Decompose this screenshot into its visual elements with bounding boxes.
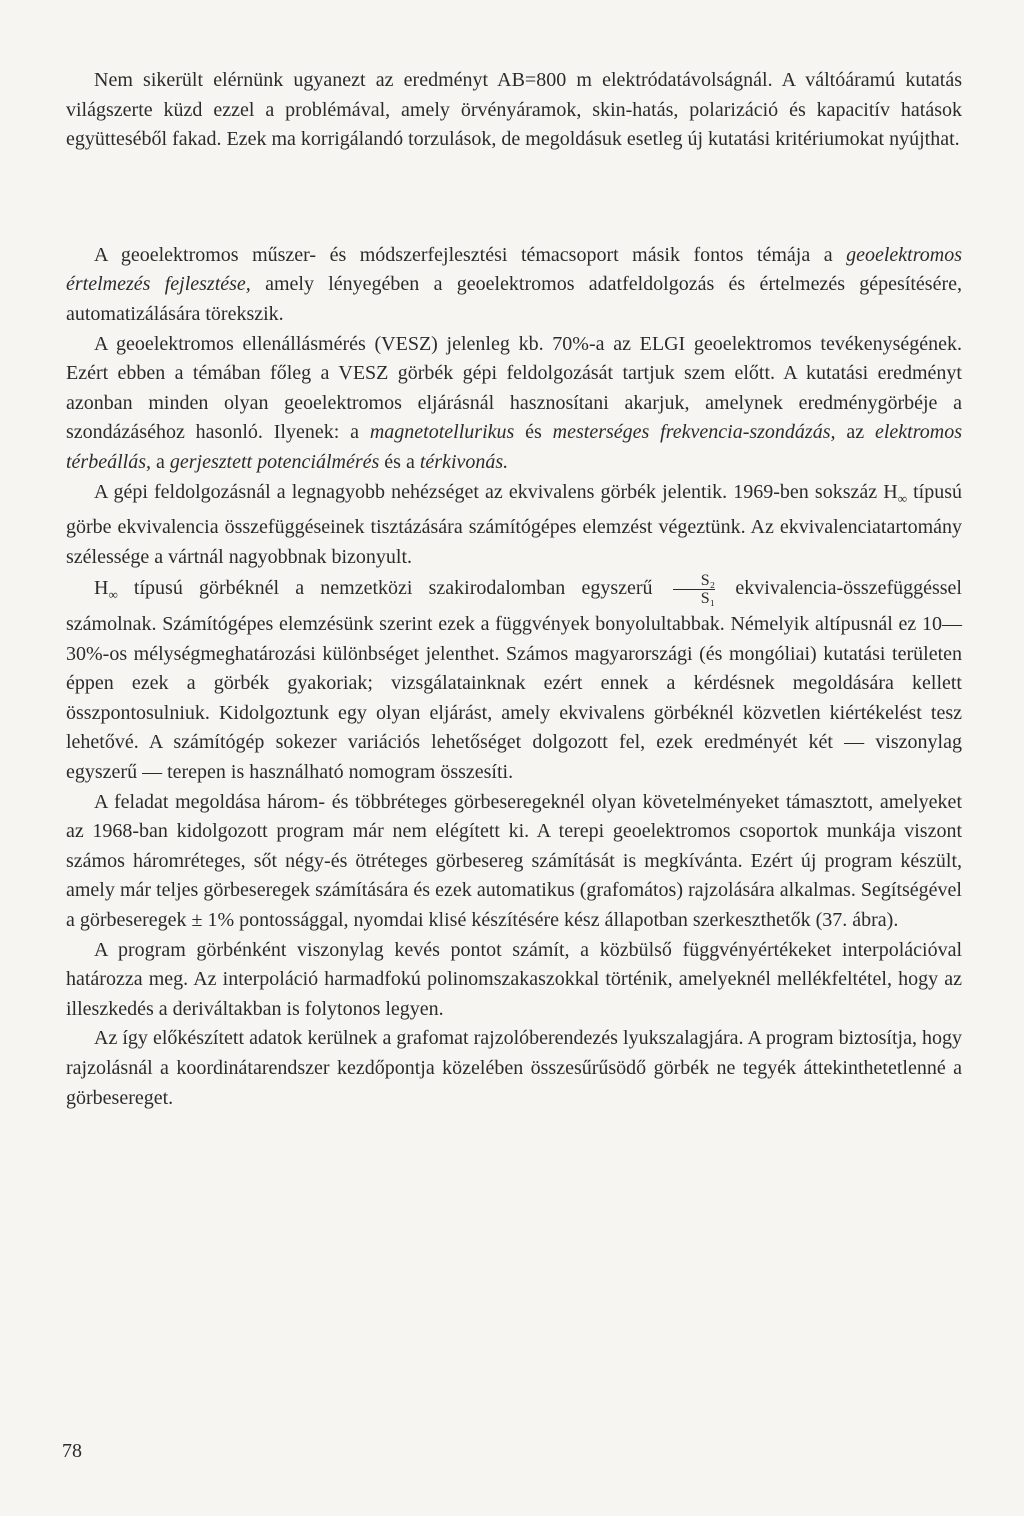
paragraph-7: A program görbénként viszonylag kevés pontot számít, a közbülső függvényértékeket interpolációval határozza meg. Az interpoláció harmadfokú polinomszakaszokkal történik, amelyeknél mellékfeltétel, hogy az illeszkedés a deriváltakban is folytonos legyen.: [66, 938, 962, 1020]
subscript: ∞: [108, 587, 118, 603]
body-text: [66, 66, 962, 1113]
paragraph-1: Nem sikerült elérnünk ugyanezt az eredményt AB=800 m elektródatávolságnál. A váltóáramú kutatás világszerte küzd ezzel a problémával, amely örvényáramok, skin-hatás, polarizáció és kapacitív hatások együtteséből fakad. Ezek ma korrigálandó torzulások, de megoldásuk esetleg új kutatási kritériumokat nyújthat.: [66, 69, 962, 151]
fraction: [673, 572, 715, 607]
page-number: 78: [62, 1440, 82, 1462]
italic-term: mesterséges frekvencia-szondázás,: [552, 421, 836, 444]
italic-term: geoelektromos értelmezés fejlesztése,: [66, 243, 962, 296]
paragraph-4: A gépi feldolgozásnál a legnagyobb nehézséget az ekvivalens görbék jelentik. 1969-ben sokszáz $H_\infty$ típusú görbe ekvivalencia összefüggéseinek tisztázására számítógépes elemzést végeztünk. Az ekvivalenciatartomány szélessége a vártnál nagyobbnak bizonyult.: [66, 480, 962, 568]
italic-term: térkivonás.: [419, 450, 509, 473]
fraction-denominator: S₁: [700, 590, 716, 608]
italic-term: gerjesztett potenciálmérés: [169, 450, 380, 473]
fraction-numerator: S₂: [673, 572, 715, 590]
paragraph-6: A feladat megoldása három- és többréteges görbeseregeknél olyan követelményeket támasztott, amelyeket az 1968-ban kidolgozott program már nem elégített ki. A terepi geoelektromos csoportok munkája viszont számos háromréteges, sőt négy-és ötréteges görbesereg számítását is megkívánta. Ezért új program készült, amely már teljes görbeseregek számítására és ezek automatikus (grafomátos) rajzolására alkalmas. Segítségével a görbeseregek ± 1% pontossággal, nyomdai klisé készítésére kész állapotban szerkeszthetők (37. ábra).: [66, 790, 962, 931]
italic-term: elektromos térbeállás,: [66, 421, 962, 473]
paragraph-8: Az így előkészített adatok kerülnek a grafomat rajzolóberendezés lyukszalagjára. A program biztosítja, hogy rajzolásnál a koordinátarendszer kezdőpontja közelében összesűrűsödő görbék ne tegyék áttekinthetetlenné a görbesereget.: [66, 1027, 962, 1109]
italic-term: magnetotellurikus: [369, 421, 515, 444]
subscript: ∞: [897, 490, 907, 506]
paragraph-2: A geoelektromos műszer- és módszerfejlesztési témacsoport másik fontos témája a geoelektromos értelmezés fejlesztése, amely lényegében a geoelektromos adatfeldolgozás és értelmezés gépesítésére, automatizálására törekszik.: [66, 243, 963, 325]
paragraph-5: $H_\infty$ típusú görbéknél a nemzetközi szakirodalomban egyszerű $\frac{\text{S₂}}{\text{S₁}}$ ekvivalencia-összefüggéssel számolnak. Számítógépes elemzésünk szerint ezek a függvények bonyolultabbak. Némelyik altípusnál ez 10—30%-os mélységmeghatározási különbséget jelenthet. Számos magyarországi (és mongóliai) kutatási területen éppen ezek a görbék gyakoriak; vizsgálatainknak ezért ennek a kérdésnek megoldására kellett összpontosulniuk. Kidolgoztunk egy olyan eljárást, amely ekvivalens görbéknél közvetlen kiértékelést tesz lehetővé. A számítógép sokezer variációs lehetőséget dolgozott fel, ezek eredményét két — viszonylag egyszerű — terepen is használható nomogram összesíti.: [66, 572, 962, 783]
paragraph-gap: [66, 155, 962, 241]
paragraph-3: A geoelektromos ellenállásmérés (VESZ) jelenleg kb. 70%-a az ELGI geoelektromos tevékenységének. Ezért ebben a témában főleg a VESZ görbék gépi feldolgozását tartjuk szem előtt. A kutatási eredményt azonban minden olyan geoelektromos eljárásnál hasznosítani akarjuk, amelynek eredménygörbéje a szondázáséhoz hasonló. Ilyenek: a magnetotellurikus és mesterséges frekvencia-szondázás, az elektromos térbeállás, a gerjesztett potenciálmérés és a térkivonás.: [66, 332, 962, 473]
